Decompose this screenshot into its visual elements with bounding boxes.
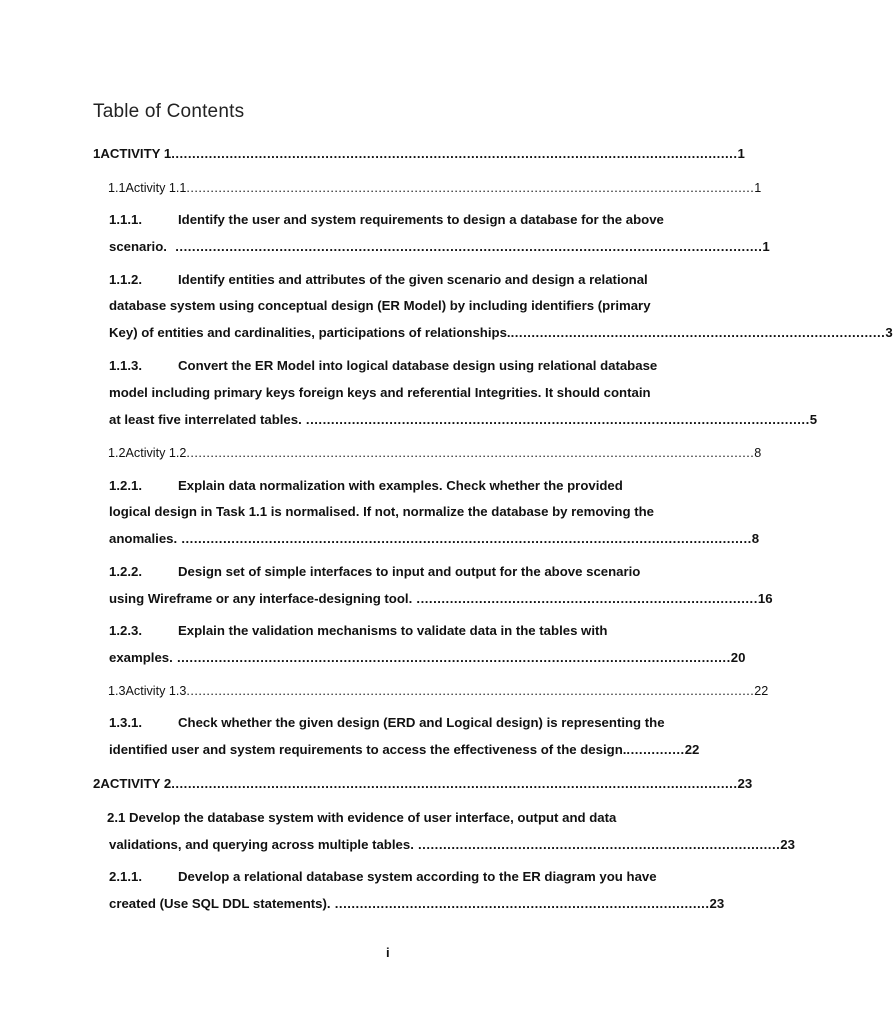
toc-number: 1.1 (108, 181, 126, 195)
toc-number: 1.1.3. (109, 358, 142, 373)
toc-number: 1.3 (108, 684, 126, 698)
toc-text: examples. (109, 650, 173, 665)
toc-page: 8 (754, 446, 762, 460)
toc-entry-activity-1-1[interactable] (108, 179, 762, 197)
toc-entry-1-2-2-cont[interactable] (109, 590, 773, 608)
toc-entry-1-1-2-cont[interactable] (109, 324, 893, 342)
toc-page: 16 (757, 591, 773, 606)
toc-page: 22 (754, 684, 769, 698)
toc-title: Table of Contents (93, 101, 245, 122)
toc-page: 22 (684, 742, 700, 757)
toc-text: Identify the user and system requirements to design a database for the above (178, 212, 664, 227)
toc-entry-2-1-1-cont[interactable] (109, 895, 725, 913)
toc-entry-activity-2[interactable] (93, 775, 753, 793)
toc-entry-activity-1[interactable] (93, 145, 745, 163)
toc-text: Develop a relational database system according to the ER diagram you have (178, 869, 657, 884)
toc-text: Activity 1.3 (125, 684, 187, 698)
toc-entry-1-3-1[interactable] (109, 714, 669, 732)
toc-page: 1 (737, 146, 745, 161)
toc-leader: ............................................................................................................................................. (166, 239, 763, 254)
toc-text: Check whether the given design (ERD and Logical design) is representing the (178, 715, 665, 730)
toc-page: 1 (762, 239, 770, 254)
toc-entry-activity-1-2[interactable] (108, 444, 762, 462)
toc-leader: .............................................................................................................................................. (186, 446, 755, 460)
toc-leader: ......................................................................................................................................... (177, 531, 752, 546)
toc-page: 5 (809, 412, 818, 427)
toc-leader: .............................................................................................................................................. (186, 181, 755, 195)
toc-number: 2 (93, 776, 101, 791)
toc-text: Key) of entities and cardinalities, participations of relationships. (109, 325, 511, 340)
toc-leader: ......................................................................................................................... (301, 412, 810, 427)
toc-entry-1-2-2[interactable] (109, 563, 669, 581)
toc-text: using Wireframe or any interface-designing tool. (109, 591, 413, 606)
toc-text: Convert the ER Model into logical database design using relational database (178, 358, 658, 373)
toc-number: 1.2 (108, 446, 126, 460)
toc-text: Activity 1.2 (125, 446, 187, 460)
footer-page-number: i (386, 945, 390, 960)
toc-entry-1-2-3[interactable] (109, 622, 669, 640)
toc-text: Activity 1.1 (125, 181, 187, 195)
toc-text: ACTIVITY 2 (100, 776, 172, 791)
toc-page: 20 (730, 650, 746, 665)
toc-number: 1 (93, 146, 101, 161)
toc-entry-1-1-1-cont[interactable] (109, 238, 770, 256)
toc-text: Explain data normalization with examples. Check whether the provided (178, 478, 623, 493)
toc-text: at least five interrelated tables. (109, 412, 302, 427)
toc-leader: .............................................................................................................................................. (186, 684, 755, 698)
toc-number: 1.2.1. (109, 478, 142, 493)
toc-number: 1.2.2. (109, 564, 142, 579)
toc-entry-1-1-3-line2: model including primary keys foreign keys and referential Integrities. It should contain (109, 385, 651, 400)
toc-leader: ........................................................................................................................................ (171, 776, 738, 791)
toc-entry-1-1-3[interactable] (109, 357, 669, 375)
toc-leader: .......................................................................................... (330, 896, 710, 911)
toc-page: 23 (737, 776, 753, 791)
toc-entry-1-1-3-cont[interactable] (109, 411, 818, 429)
toc-entry-1-3-1-cont[interactable] (109, 741, 700, 759)
toc-page: 3 (885, 325, 893, 340)
toc-text: validations, and querying across multiple tables. (109, 837, 414, 852)
toc-leader: ........................................................................................................................................ (171, 146, 738, 161)
toc-leader: ....................................................................................... (413, 837, 781, 852)
toc-text: created (Use SQL DDL statements). (109, 896, 331, 911)
toc-text: Design set of simple interfaces to input and output for the above scenario (178, 564, 641, 579)
toc-number: 1.1.2. (109, 272, 142, 287)
toc-text: Explain the validation mechanisms to validate data in the tables with (178, 623, 608, 638)
toc-number: 1.3.1. (109, 715, 142, 730)
toc-entry-1-1-2[interactable] (109, 271, 669, 289)
toc-page: 23 (709, 896, 725, 911)
toc-page: 23 (780, 837, 795, 852)
toc-text: scenario. (109, 239, 167, 254)
toc-leader: ..................................................................................................................................... (172, 650, 731, 665)
toc-entry-1-1-2-line2: database system using conceptual design (ER Model) by including identifiers (primary (109, 298, 651, 313)
toc-number: 1.2.3. (109, 623, 142, 638)
toc-text: Identify entities and attributes of the given scenario and design a relational (178, 272, 648, 287)
toc-text: anomalies. (109, 531, 178, 546)
toc-number: 1.1.1. (109, 212, 142, 227)
toc-page: 8 (751, 531, 760, 546)
toc-entry-1-1-1[interactable] (109, 211, 669, 229)
toc-leader: .................................................................................. (412, 591, 758, 606)
toc-text: ACTIVITY 1 (100, 146, 172, 161)
toc-entry-2-1-cont[interactable] (109, 836, 795, 854)
toc-entry-1-2-1[interactable] (109, 477, 669, 495)
toc-leader: .......................................................................................... (510, 325, 886, 340)
toc-leader: .............. (626, 742, 685, 757)
toc-page: 1 (754, 181, 762, 195)
toc-entry-activity-1-3[interactable] (108, 682, 769, 700)
toc-entry-1-2-3-cont[interactable] (109, 649, 746, 667)
toc-entry-2-1-1[interactable] (109, 868, 669, 886)
toc-entry-1-2-1-cont[interactable] (109, 530, 760, 548)
toc-number: 2.1.1. (109, 869, 142, 884)
toc-entry-1-2-1-line2: logical design in Task 1.1 is normalised. If not, normalize the database by removing the (109, 504, 654, 519)
toc-text: identified user and system requirements to access the effectiveness of the design. (109, 742, 627, 757)
toc-entry-2-1[interactable]: 2.1 Develop the database system with evidence of user interface, output and data (107, 810, 617, 825)
